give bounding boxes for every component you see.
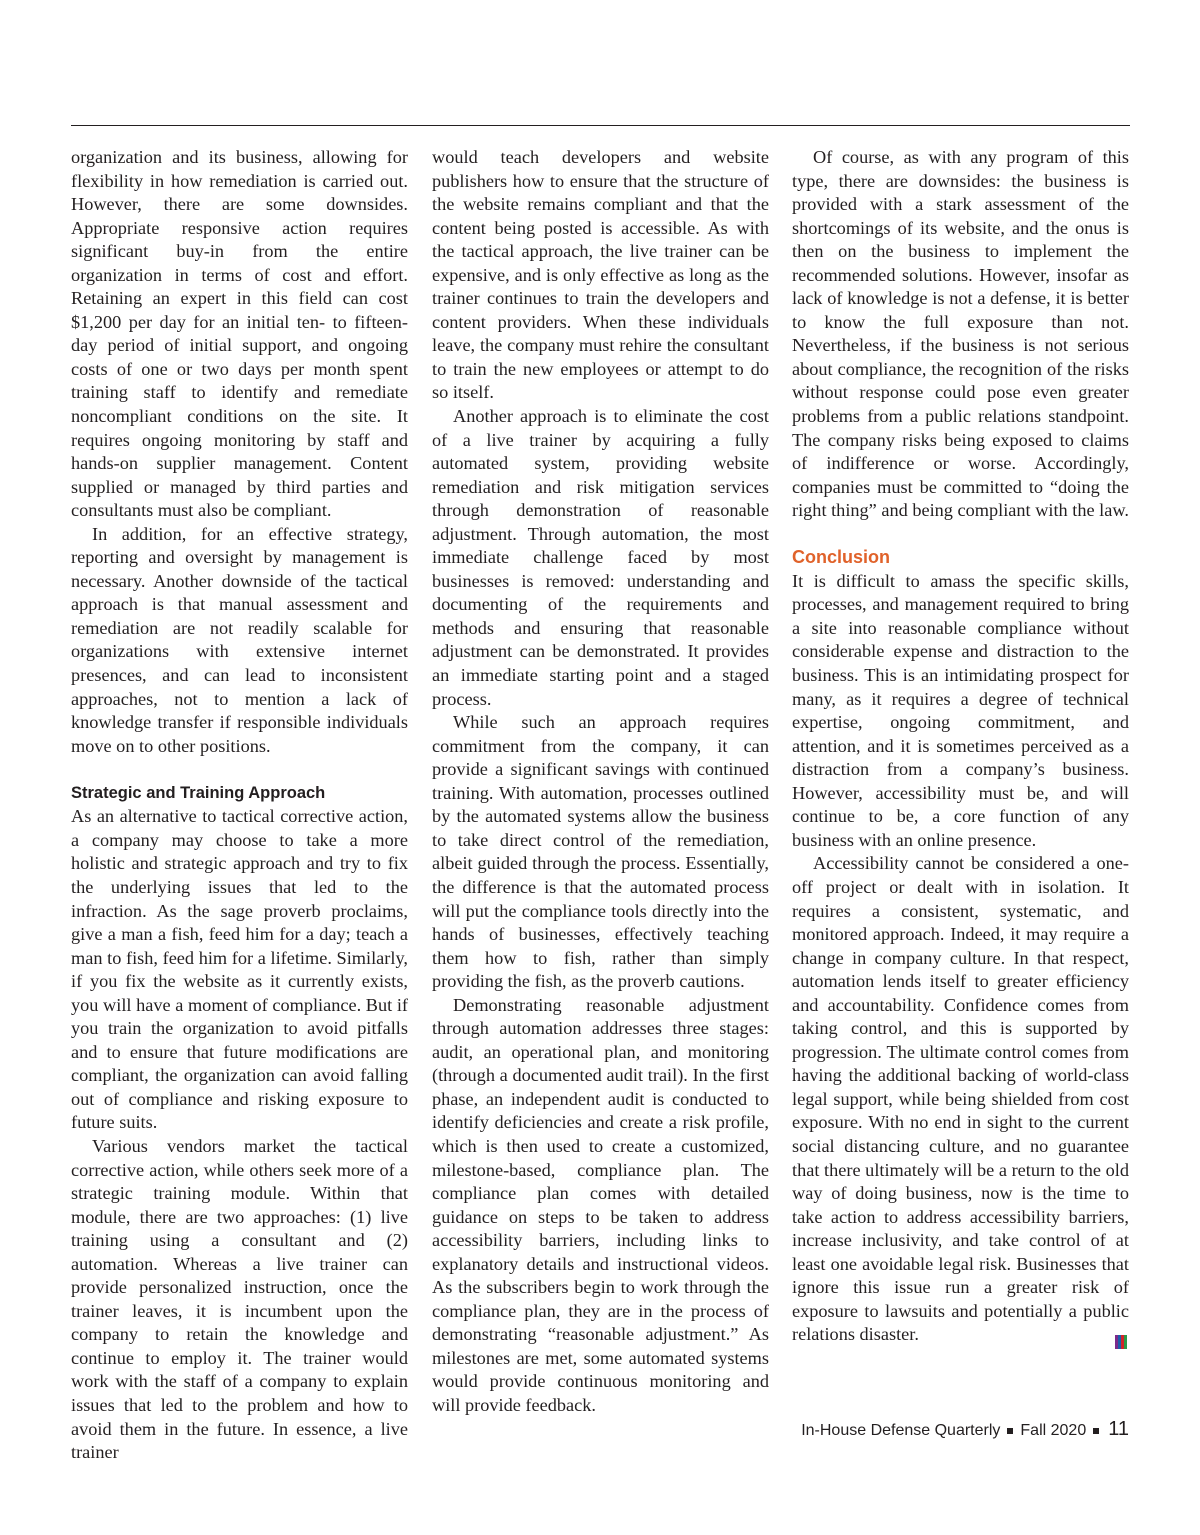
paragraph: would teach developers and website publishers how to ensure that the structure of the website remains compliant and that the content being posted is accessible. As with the tactical approach, the live trainer can be expensive, and is only effective as long as the trainer continues to train the developers and content providers. When these individuals leave, the company must rehire the consultant to train the new employees or attempt to do so itself. <box>432 147 769 403</box>
footer-separator-icon <box>1093 1428 1099 1434</box>
paragraph: Of course, as with any program of this type, there are downsides: the business is provided with a stark assessment of the shortcomings of its website, and the onus is then on the business to implement the recommended solutions. However, insofar as lack of knowledge is not a defense, it is better to know the full exposure than not. Nevertheless, if the business is not serious about compliance, the recognition of the risks without response could pose even greater problems from a public relations standpoint. The company risks being exposed to claims of indifference or worse. Accordingly, companies must be committed to “doing the right thing” and being compliant with the law. <box>792 147 1129 521</box>
paragraph: While such an approach requires commitment from the company, it can provide a significant savings with continued training. With automation, processes outlined by the automated systems allow the business to take direct control of the remediation, albeit guided through the process. Essentially, the difference is that the automated process will put the compliance tools directly into the hands of businesses, effectively teaching them how to fish, rather than simply providing the fish, as the proverb cautions. <box>432 712 769 992</box>
footer-publication: In-House Defense Quarterly <box>801 1422 1001 1439</box>
paragraph: Demonstrating reasonable adjustment through automation addresses three stages: audit, an operational plan, and monitoring (through a documented audit trail). In the first phase, an independent audit is conducted to identify deficiencies and create a risk profile, which is then used to create a customized, milestone-based, compliance plan. The compliance plan comes with detailed guidance on steps to be taken to address accessibility barriers, including links to explanatory details and instructional videos. As the subscribers begin to work through the compliance plan, they are in the process of demonstrating “reasonable adjustment.” As milestones are met, some automated systems would provide continuous monitoring and will provide feedback. <box>432 994 769 1415</box>
paragraph: Another approach is to eliminate the cost of a live trainer by acquiring a fully automated system, providing website remediation and risk mitigation services through demonstration of reasonable adjustment. Through automation, the most immediate challenge faced by most businesses is removed: understanding and documenting of the requirements and methods and ensuring that reasonable adjustment can be demonstrated. It provides an immediate starting point and a staged process. <box>432 406 769 709</box>
column-3 <box>792 146 1129 1349</box>
top-rule <box>71 125 1130 126</box>
paragraph-last-text: Accessibility cannot be considered a one-off project or dealt with in isolation. It requires a consistent, systematic, and monitored approach. Indeed, it may require a change in company culture. In that respect, automation lends itself to greater efficiency and accountability. Confidence comes from taking control, and this is supported by progression. The ultimate control comes from having the additional backing of world-class legal support, while being shielded from cost exposure. With no end in sight to the current social distancing culture, and no guarantee that there ultimately will be a return to the old way of doing business, now is the time to take action to address accessibility barriers, increase inclusivity, and take control of at least one avoidable legal risk. Businesses that ignore this issue run a greater risk of exposure to lawsuits and potentially a public relations disaster. <box>792 853 1129 1345</box>
section-heading-conclusion: Conclusion <box>792 547 890 568</box>
paragraph-last <box>792 852 1129 1346</box>
column-1 <box>71 146 408 1465</box>
paragraph: As an alternative to tactical corrective action, a company may choose to take a more holistic and strategic approach and try to fix the underlying issues that led to the infraction. As the sage proverb proclaims, give a man a fish, feed him for a day; teach a man to fish, feed him for a lifetime. Similarly, if you fix the website as it currently exists, you will have a moment of compliance. But if you train the organization to avoid pitfalls and to ensure that future modifications are compliant, the organization can avoid falling out of compliance and risking exposure to future suits. <box>71 806 408 1133</box>
end-mark-bar <box>1124 1335 1127 1349</box>
column-2 <box>432 146 769 1418</box>
paragraph: Various vendors market the tactical corrective action, while others seek more of a strategic training module. Within that module, there are two approaches: (1) live training using a consultant and (2) automation. Whereas a live trainer can provide personalized instruction, once the trainer leaves, it is incumbent upon the company to retain the knowledge and continue to employ it. The trainer would work with the staff of a company to explain issues that led to the problem and how to avoid them in the future. In essence, a live trainer <box>71 1135 408 1463</box>
end-of-article-icon <box>1094 1325 1127 1349</box>
paragraph: It is difficult to amass the specific skills, processes, and management required to bring a site into reasonable compliance without considerable expense and distraction to the business. This is an intimidating prospect for many, as it requires a degree of technical expertise, ongoing commitment, and attention, and it is sometimes perceived as a distraction from a company’s business. However, accessibility must be, and will continue to be, a core function of any business with an online presence. <box>792 570 1129 850</box>
paragraph: organization and its business, allowing for flexibility in how remediation is carried out. However, there are some downsides. Appropriate responsive action requires significant buy-in from the entire organization in terms of cost and effort. Retaining an expert in this field can cost $1,200 per day for an initial ten- to fifteen-day period of initial support, and ongoing costs of one or two days per month spent training staff to identify and remediate noncompliant conditions on the site. It requires ongoing monitoring by staff and hands-on supplier management. Content supplied or managed by third parties and consultants must also be compliant. <box>71 147 408 521</box>
page-footer <box>801 1418 1129 1441</box>
paragraph: In addition, for an effective strategy, reporting and oversight by management is necessary. Another downside of the tactical approach is that manual assessment and remediation are not readily scalable for organizations with extensive internet presences, and can lead to inconsistent approaches, not to mention a lack of knowledge transfer if responsible individuals move on to other positions. <box>71 523 408 756</box>
footer-separator-icon <box>1007 1428 1013 1434</box>
footer-issue: Fall 2020 <box>1020 1422 1087 1439</box>
page-number: 11 <box>1108 1418 1129 1440</box>
section-heading-strategic: Strategic and Training Approach <box>71 783 326 802</box>
